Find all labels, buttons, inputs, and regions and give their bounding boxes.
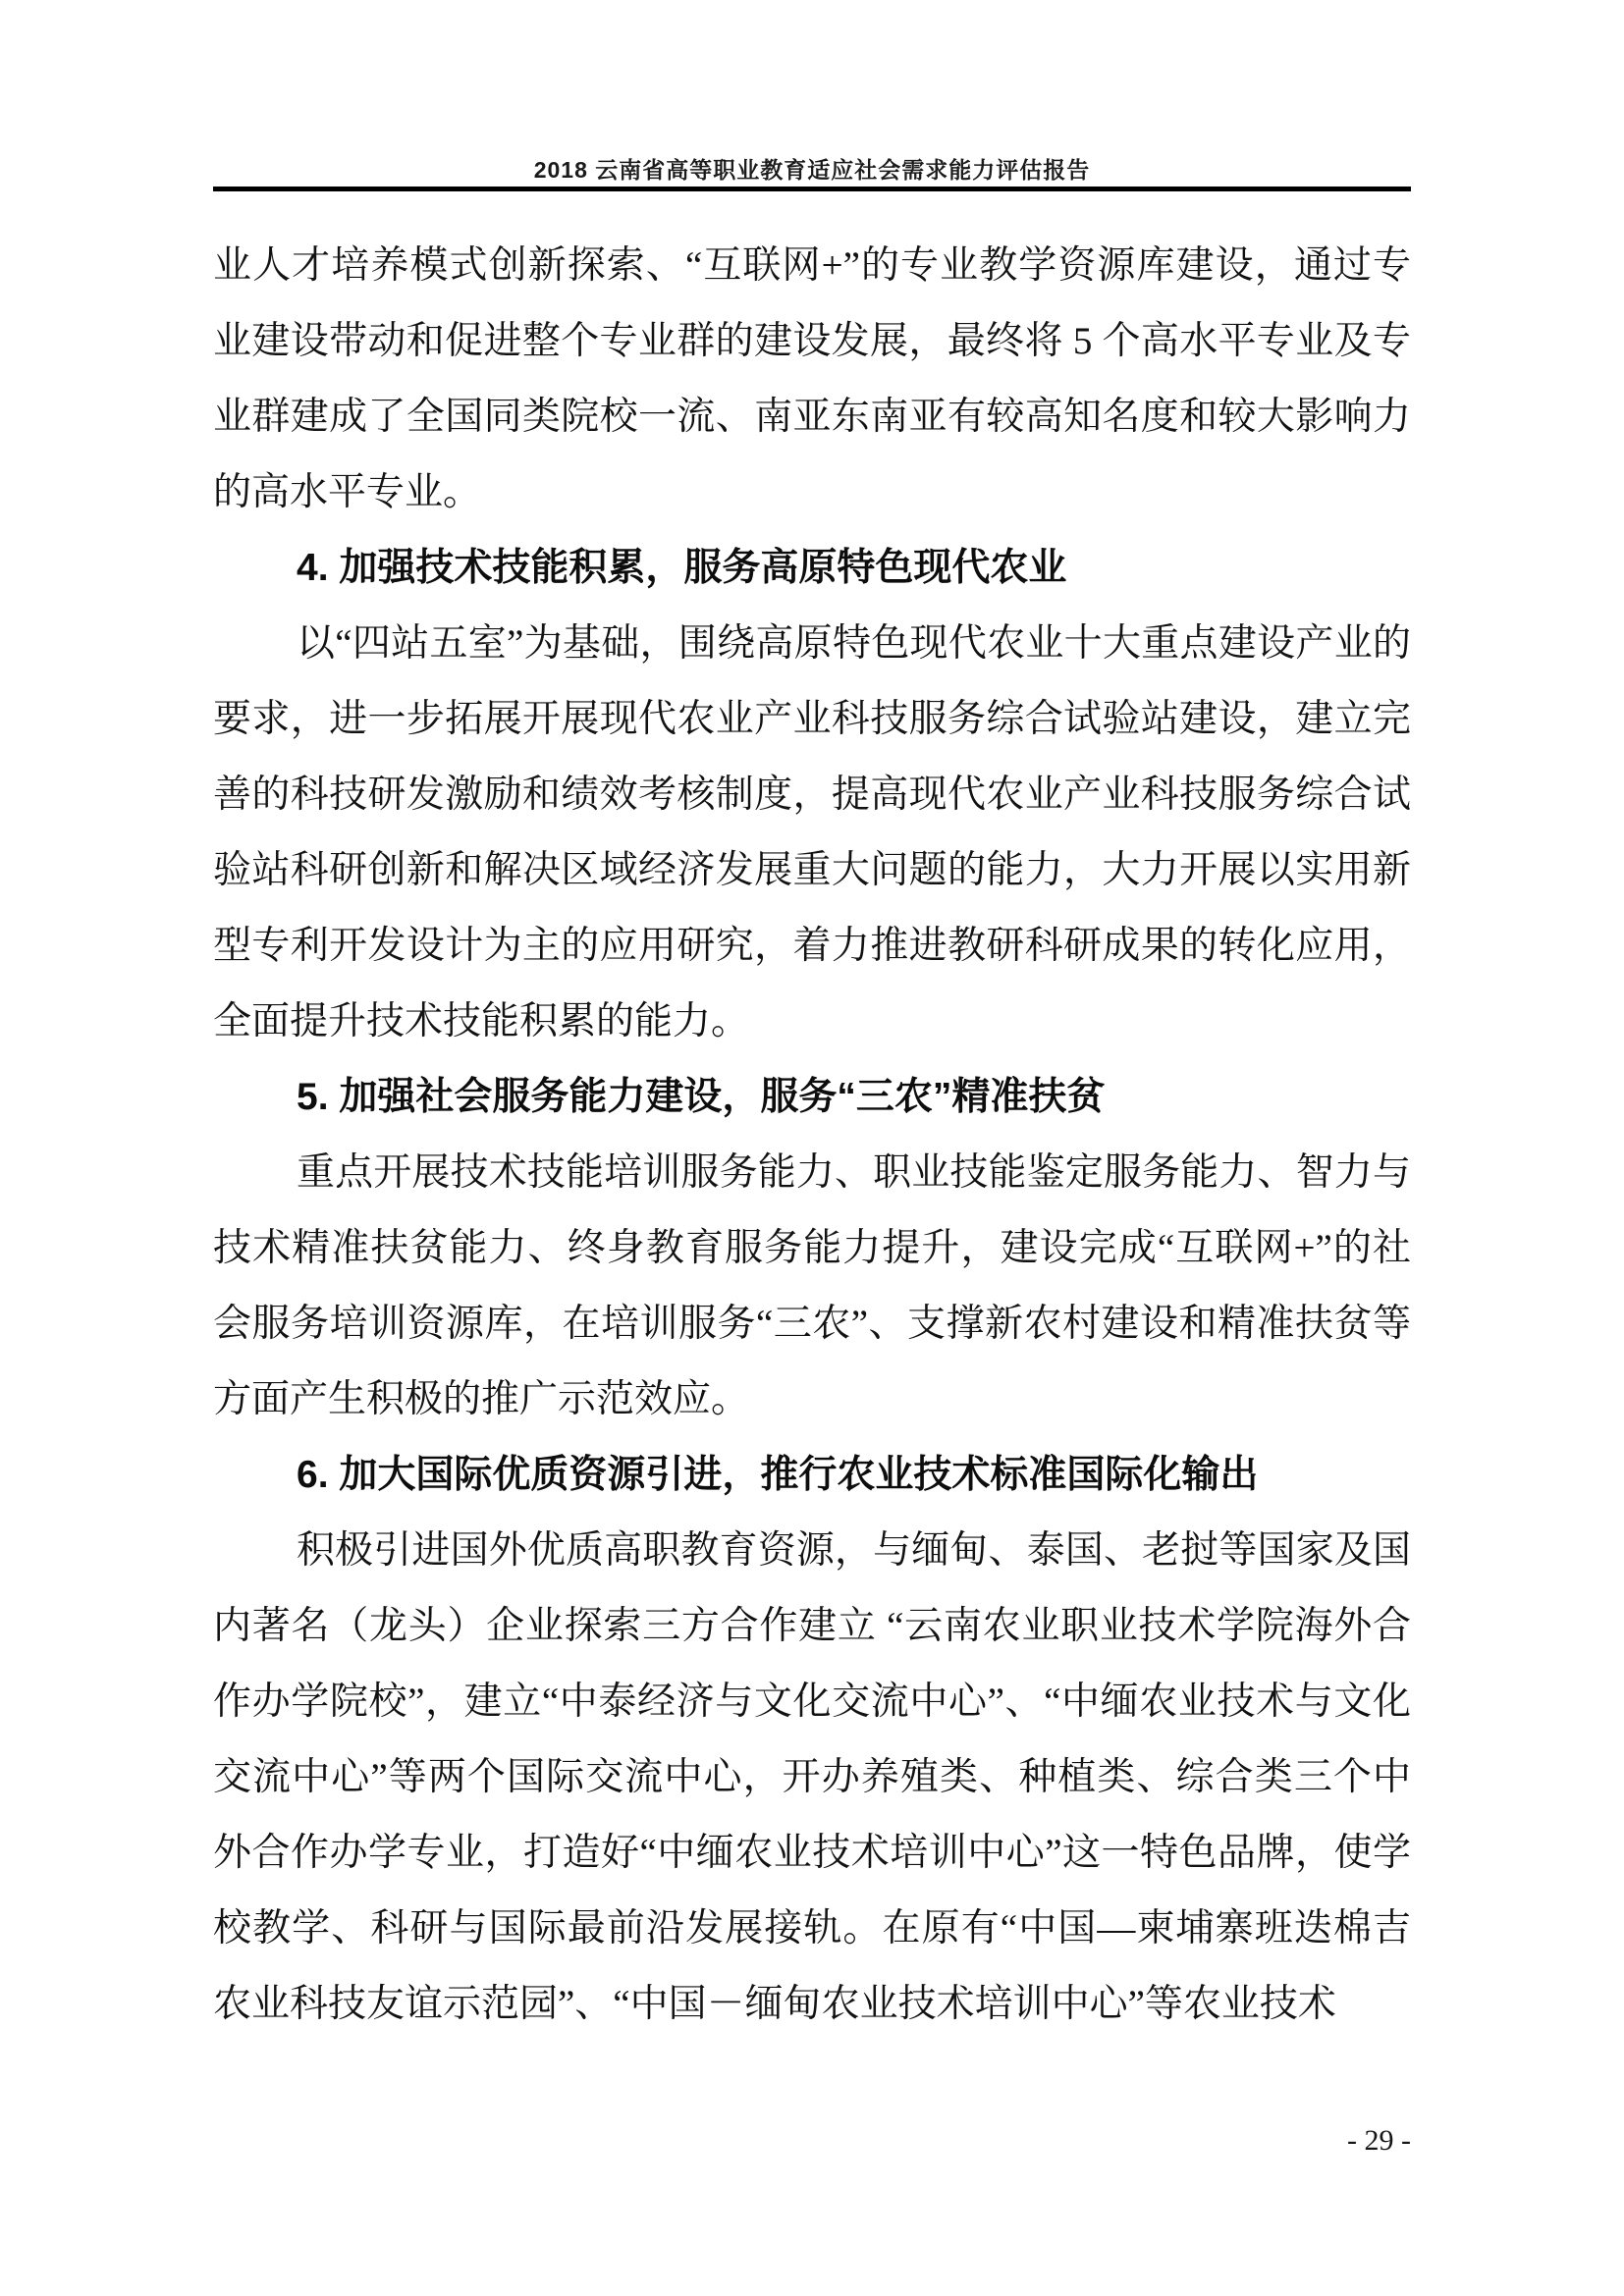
paragraph-continuation: 业人才培养模式创新探索、“互联网+”的专业教学资源库建设，通过专业建设带动和促进整个专业群的建设发展，最终将 5 个高水平专业及专业群建成了全国同类院校一流、南亚东南亚有较高知名度和较大影响力的高水平专业。 <box>213 244 1411 513</box>
section-heading-6: 6. 加大国际优质资源引进，推行农业技术标准国际化输出 <box>297 1454 1259 1496</box>
paragraph-section-5: 重点开展技术技能培训服务能力、职业技能鉴定服务能力、智力与技术精准扶贫能力、终身教育服务能力提升，建设完成“互联网+”的社会服务培训资源库，在培训服务“三农”、支撑新农村建设和精准扶贫等方面产生积极的推广示范效应。 <box>213 1151 1411 1420</box>
document-body <box>213 228 1411 2042</box>
paragraph-section-4: 以“四站五室”为基础，围绕高原特色现代农业十大重点建设产业的要求，进一步拓展开展现代农业产业科技服务综合试验站建设，建立完善的科技研发激励和绩效考核制度，提高现代农业产业科技服务综合试验站科研创新和解决区域经济发展重大问题的能力，大力开展以实用新型专利开发设计为主的应用研究，着力推进教研科研成果的转化应用，全面提升技术技能积累的能力。 <box>213 622 1411 1042</box>
page-number: - 29 - <box>1347 2124 1411 2157</box>
header-rule-divider <box>213 187 1411 191</box>
page-header-title: 2018 云南省高等职业教育适应社会需求能力评估报告 <box>533 157 1091 183</box>
section-heading-4: 4. 加强技术技能积累，服务高原特色现代农业 <box>297 547 1067 589</box>
paragraph-section-6: 积极引进国外优质高职教育资源，与缅甸、泰国、老挝等国家及国内著名（龙头）企业探索三方合作建立 “云南农业职业技术学院海外合作办学院校”，建立“中泰经济与文化交流中心”、“中缅农业技术与文化交流中心”等两个国际交流中心，开办养殖类、种植类、综合类三个中外合作办学专业，打造好“中缅农业技术培训中心”这一特色品牌，使学校教学、科研与国际最前沿发展接轨。在原有“中国—柬埔寨班迭棉吉农业科技友谊示范园”、“中国－缅甸农业技术培训中心”等农业技术 <box>213 1529 1411 2025</box>
section-heading-5: 5. 加强社会服务能力建设，服务“三农”精准扶贫 <box>297 1076 1106 1118</box>
